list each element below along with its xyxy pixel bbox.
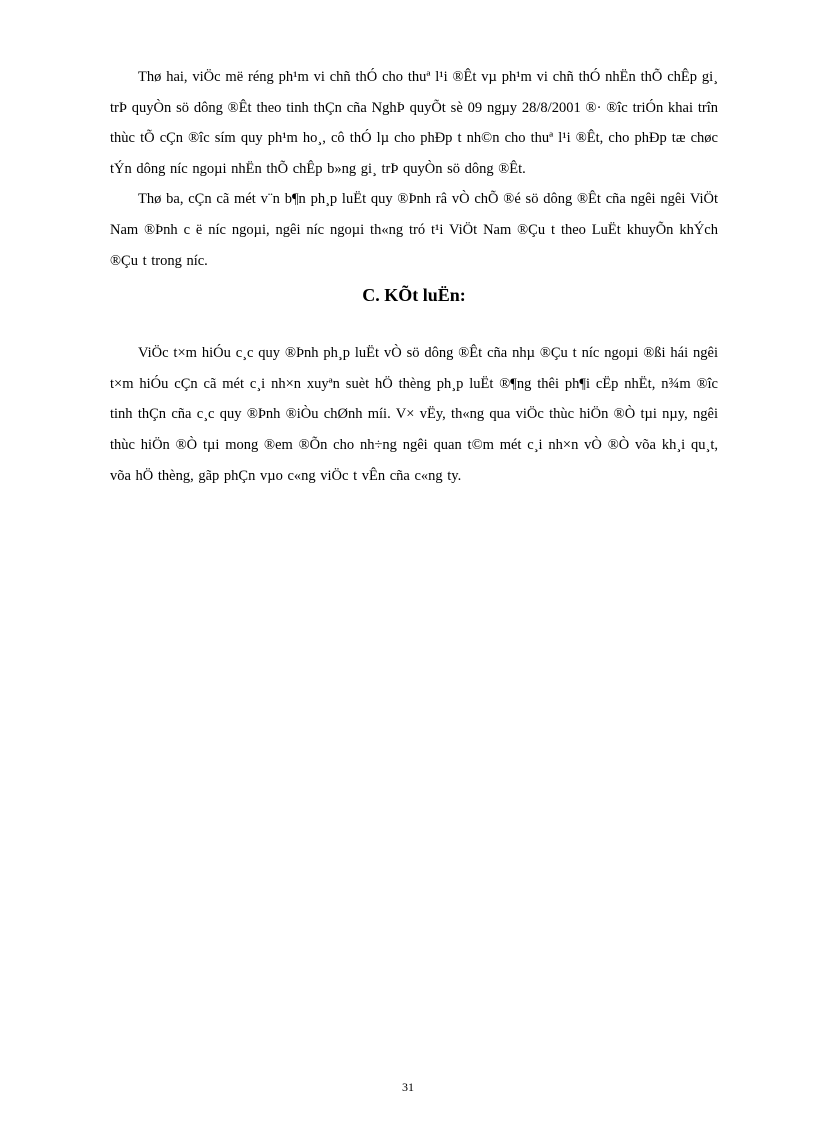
paragraph-conclusion: ViÖc t×m hiÓu c¸c quy ®Þnh ph¸p luËt vÒ sö dông ®Êt cña nhµ ®Çu t níc ngoµi ®ßi hái ngêi t×m hiÓu cÇn cã mét c¸i nh×n xuyªn suèt hÖ thèng ph¸p luËt ®¶ng thêi ph¶i cËp nhËt, n¾m ®îc tinh thÇn cña c¸c quy ®Þnh ®iÒu chØnh míi. V× vËy, th«ng qua viÖc thùc hiÖn ®Ò tµi nµy, ngêi thùc hiÖn ®Ò tµi mong ®em ®Õn cho nh÷ng ngêi quan t©m mét c¸i nh×n vÒ ®Ò võa kh¸i qu¸t, võa hÖ thèng, gãp phÇn vµo c«ng viÖc t vÊn cña c«ng ty.	[110, 345, 718, 484]
paragraph-thu-hai: Thø hai, viÖc më réng ph¹m vi chñ thÓ cho thuª l¹i ®Êt vµ ph¹m vi chñ thÓ nhËn thÕ chÊp gi¸ trÞ quyÒn sö dông ®Êt theo tinh thÇn cña NghÞ quyÕt sè 09 ngµy 28/8/2001 ®· ®îc triÓn khai trîn thùc tÕ cÇn ®îc sím quy ph¹m ho¸, cô thÓ lµ cho phÐp t nh©n cho thuª l¹i ®Êt, cho phÐp tæ chøc tÝn dông níc ngoµi nhËn thÕ chÊp b»ng gi¸ trÞ quyÒn sö dông ®Êt.	[110, 69, 718, 177]
paragraph-thu-ba: Thø ba, cÇn cã mét v¨n b¶n ph¸p luËt quy ®Þnh râ vÒ chÕ ®é sö dông ®Êt cña ngêi ngêi ViÖt Nam ®Þnh c ë níc ngoµi, ngêi níc ngoµi th«ng tró t¹i ViÖt Nam ®Çu t theo LuËt khuyÕn khÝch ®Çu t trong níc.	[110, 191, 718, 269]
section-heading-ket-luan: C. KÕt luËn:	[362, 285, 466, 306]
page-number: 31	[402, 1080, 414, 1094]
page-body	[110, 62, 718, 491]
